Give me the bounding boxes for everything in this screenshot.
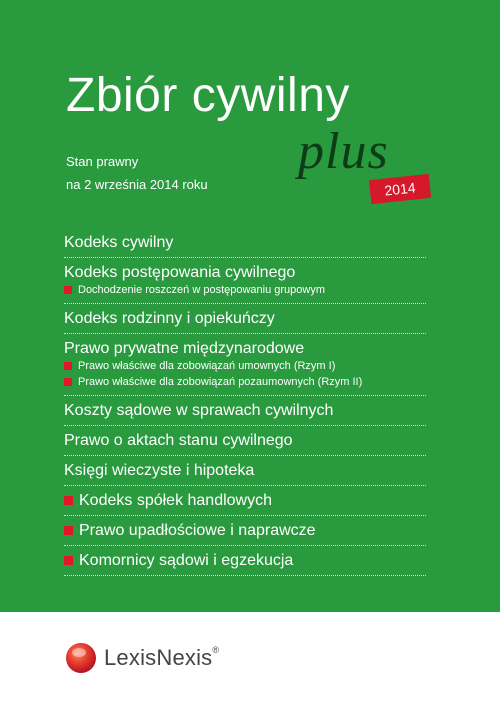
contents-list (64, 228, 426, 576)
contents-heading (64, 521, 426, 540)
contents-heading (64, 551, 426, 570)
contents-section (64, 426, 426, 456)
year-badge: 2014 (369, 174, 431, 204)
contents-subitem-label: Dochodzenie roszczeń w postępowaniu grupowym (78, 284, 326, 296)
legal-status (66, 150, 208, 196)
red-square-bullet-icon (64, 496, 73, 505)
legal-status-line-2: na 2 września 2014 roku (66, 177, 208, 192)
contents-heading (64, 491, 426, 510)
contents-subitem-label: Prawo właściwe dla zobowiązań pozaumownych (Rzym II) (78, 376, 363, 388)
contents-section (64, 456, 426, 486)
contents-heading-label: Prawo prywatne międzynarodowe (64, 340, 305, 357)
contents-heading-label: Kodeks cywilny (64, 234, 174, 251)
contents-heading-label: Kodeks postępowania cywilnego (64, 264, 296, 281)
contents-heading (64, 309, 426, 328)
contents-heading-label: Kodeks rodzinny i opiekuńczy (64, 310, 275, 327)
book-subtitle-plus: plus (298, 123, 389, 180)
red-square-bullet-icon (64, 526, 73, 535)
contents-heading (64, 233, 426, 252)
legal-status-line-1: Stan prawny (66, 154, 139, 169)
contents-subitem-label: Prawo właściwe dla zobowiązań umownych (Rzym I) (78, 360, 336, 372)
lexisnexis-orb-icon (66, 643, 96, 673)
contents-heading-label: Komornicy sądowi i egzekucja (79, 552, 294, 569)
contents-section (64, 334, 426, 396)
contents-section (64, 516, 426, 546)
publisher-name (104, 645, 219, 671)
publisher-logo (66, 643, 219, 673)
contents-section (64, 304, 426, 334)
contents-heading-label: Księgi wieczyste i hipoteka (64, 462, 255, 479)
contents-heading-label: Prawo upadłościowe i naprawcze (79, 522, 316, 539)
contents-heading (64, 401, 426, 420)
contents-section (64, 258, 426, 304)
book-title: Zbiór cywilny (66, 69, 350, 122)
registered-mark: ® (212, 645, 220, 655)
contents-subitem (64, 358, 426, 374)
red-square-bullet-icon (64, 556, 73, 565)
publisher-name-text: LexisNexis (104, 645, 213, 670)
red-square-bullet-icon (64, 286, 72, 294)
contents-section (64, 546, 426, 576)
contents-heading (64, 461, 426, 480)
contents-heading (64, 263, 426, 282)
contents-heading (64, 339, 426, 358)
contents-heading (64, 431, 426, 450)
red-square-bullet-icon (64, 378, 72, 386)
contents-subitem (64, 374, 426, 390)
contents-section (64, 486, 426, 516)
contents-section (64, 396, 426, 426)
contents-heading-label: Prawo o aktach stanu cywilnego (64, 432, 293, 449)
contents-heading-label: Koszty sądowe w sprawach cywilnych (64, 402, 334, 419)
contents-subitem (64, 282, 426, 298)
contents-section (64, 228, 426, 258)
contents-heading-label: Kodeks spółek handlowych (79, 492, 273, 509)
red-square-bullet-icon (64, 362, 72, 370)
